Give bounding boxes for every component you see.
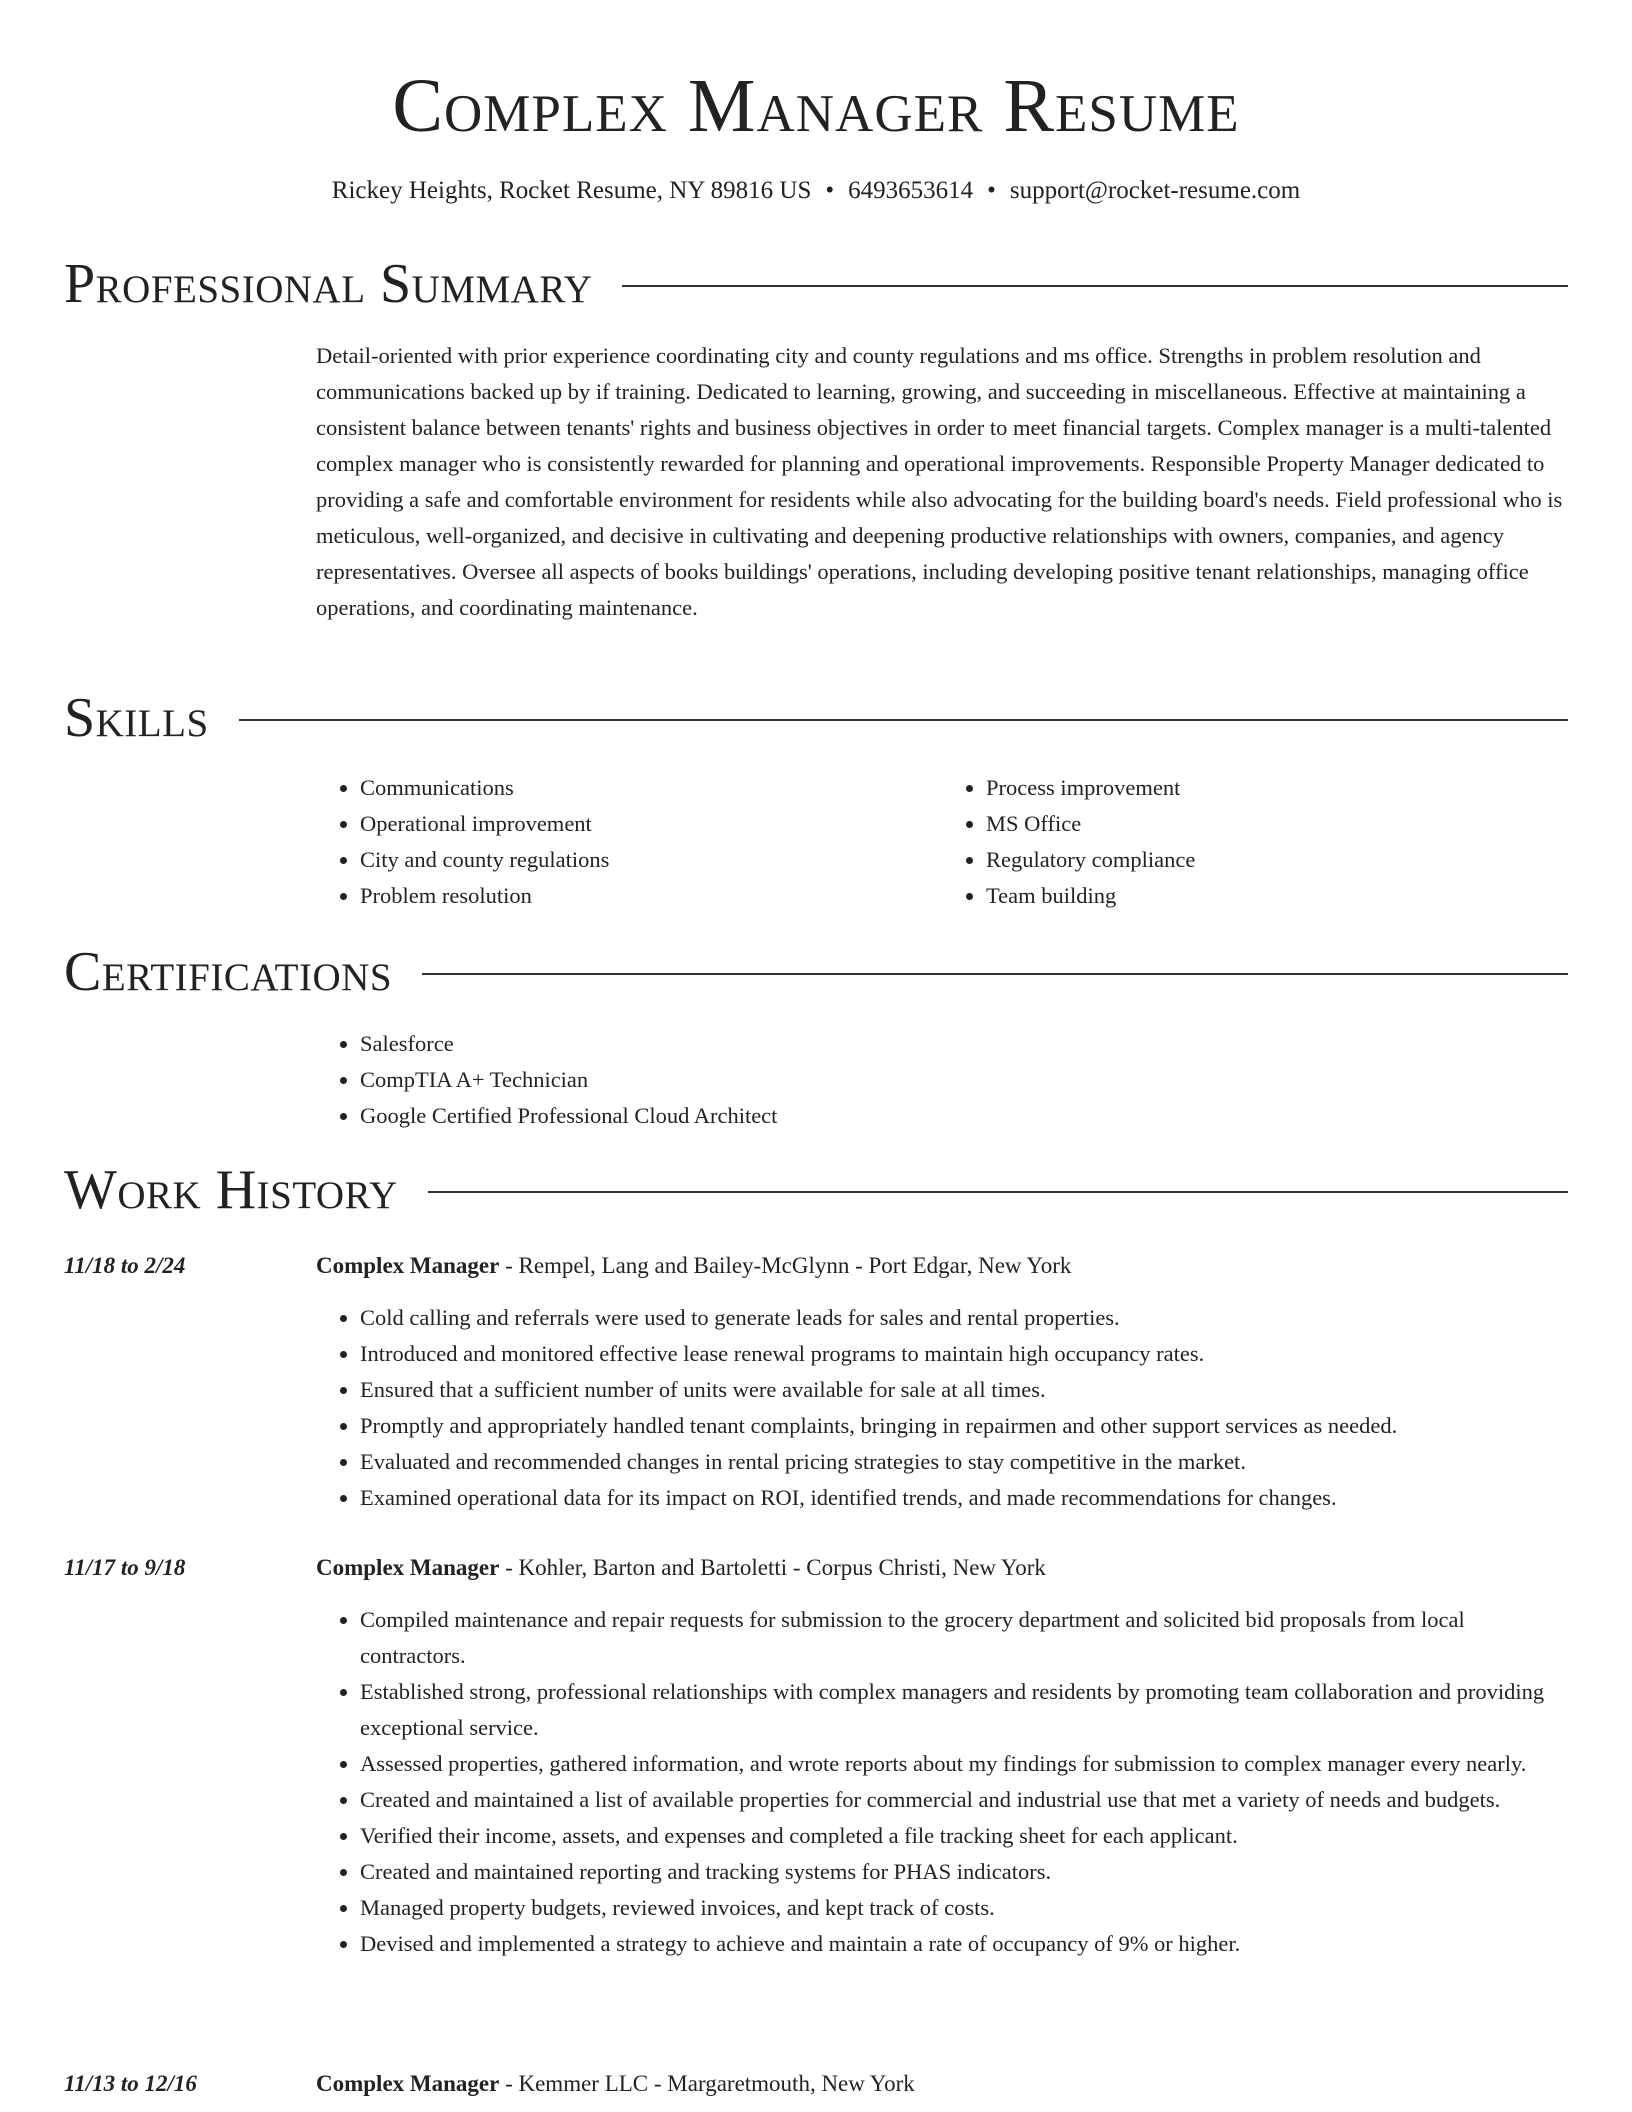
job-title-line <box>316 1550 1568 1586</box>
job-entry <box>316 1248 1568 1516</box>
contact-separator: • <box>825 177 835 204</box>
job-bullet: • Managed property budgets, reviewed invoices, and kept track of costs. <box>360 1890 1568 1926</box>
certifications-heading: Certifications <box>64 941 393 1003</box>
job-bullet: • Established strong, professional relationships with complex managers and residents by promoting team collaboration and providing exceptional service. <box>360 1674 1568 1746</box>
certification-item: • Google Certified Professional Cloud Architect <box>360 1098 1568 1134</box>
job-details: - Rempel, Lang and Bailey-McGlynn - Port Edgar, New York <box>499 1253 1072 1278</box>
certifications-bullets <box>316 1026 1568 1134</box>
skill-item: • MS Office <box>986 806 1568 842</box>
skill-item: • Communications <box>360 770 942 806</box>
skills-section-header <box>64 686 1568 750</box>
job-bullet: • Assessed properties, gathered information, and wrote reports about my findings for submission to complex manager every nearly. <box>360 1746 1568 1782</box>
job-bullet: • Cold calling and referrals were used to generate leads for sales and rental properties. <box>360 1300 1568 1336</box>
certification-item: • CompTIA A+ Technician <box>360 1062 1568 1098</box>
contact-phone: 6493653614 <box>848 177 974 204</box>
job-bullet: • Promptly and appropriately handled tenant complaints, bringing in repairmen and other support services as needed. <box>360 1408 1568 1444</box>
section-divider <box>239 719 1568 721</box>
summary-text: Detail-oriented with prior experience coordinating city and county regulations and ms office. Strengths in problem resolution and communications backed up by if training. Dedicated to learning, growing, and succeeding in miscellaneous. Effective at maintaining a consistent balance between tenants' rights and business objectives in order to meet financial targets. Complex manager is a multi-talented complex manager who is consistently rewarded for planning and operational improvements. Responsible Property Manager dedicated to providing a safe and comfortable environment for residents while also advocating for the building board's needs. Field professional who is meticulous, well-organized, and decisive in cultivating and deepening productive relationships with owners, companies, and agency representatives. Oversee all aspects of books buildings' operations, including developing positive tenant relationships, managing office operations, and coordinating maintenance. <box>316 343 1563 620</box>
summary-heading: Professional Summary <box>64 253 593 315</box>
contact-email: support@rocket-resume.com <box>1009 177 1301 204</box>
section-divider <box>428 1191 1568 1193</box>
job-bullet: • Introduced and monitored effective lease renewal programs to maintain high occupancy rates. <box>360 1336 1568 1372</box>
skill-item: • Team building <box>986 878 1568 914</box>
skill-item: • Regulatory compliance <box>986 842 1568 878</box>
section-divider <box>622 285 1568 287</box>
job-role: Complex Manager <box>316 2071 500 2096</box>
work-history-section-header <box>64 1158 1568 1222</box>
skills-column-left <box>316 770 942 914</box>
job-details: - Kohler, Barton and Bartoletti - Corpus Christi, New York <box>499 1555 1046 1580</box>
skill-item: • Operational improvement <box>360 806 942 842</box>
certifications-list <box>316 1026 1568 1134</box>
job-title-line <box>316 1248 1568 1284</box>
job-date: 11/17 to 9/18 <box>64 1555 186 1580</box>
summary-section-header <box>64 252 1568 316</box>
job-role: Complex Manager <box>316 1555 500 1580</box>
job-date: 11/18 to 2/24 <box>64 1253 186 1278</box>
job-title-line <box>316 2066 1568 2102</box>
work-history-heading: Work History <box>64 1159 398 1221</box>
skill-item: • Process improvement <box>986 770 1568 806</box>
job-bullet: • Evaluated and recommended changes in rental pricing strategies to stay competitive in the market. <box>360 1444 1568 1480</box>
contact-line <box>64 174 1568 208</box>
job-bullet: • Verified their income, assets, and expenses and completed a file tracking sheet for each applicant. <box>360 1818 1568 1854</box>
summary-content <box>316 338 1568 626</box>
job-entry <box>316 1550 1568 1962</box>
skill-item: • Problem resolution <box>360 878 942 914</box>
job-entry <box>316 2066 1568 2102</box>
job-date: 11/13 to 12/16 <box>64 2071 197 2096</box>
job-bullet: • Examined operational data for its impact on ROI, identified trends, and made recommendations for changes. <box>360 1480 1568 1516</box>
job-bullets <box>316 1602 1568 1962</box>
contact-address: Rickey Heights, Rocket Resume, NY 89816 US <box>331 177 812 204</box>
skill-item: • City and county regulations <box>360 842 942 878</box>
section-divider <box>422 973 1568 975</box>
resume-title: Complex Manager Resume <box>392 64 1240 148</box>
job-bullet: • Created and maintained a list of available properties for commercial and industrial use that met a variety of needs and budgets. <box>360 1782 1568 1818</box>
job-bullet: • Ensured that a sufficient number of units were available for sale at all times. <box>360 1372 1568 1408</box>
skills-list <box>316 770 1568 914</box>
job-role: Complex Manager <box>316 1253 500 1278</box>
job-bullets <box>316 1300 1568 1516</box>
skills-column-right <box>942 770 1568 914</box>
job-bullet: • Compiled maintenance and repair requests for submission to the grocery department and solicited bid proposals from local contractors. <box>360 1602 1568 1674</box>
job-bullet: • Created and maintained reporting and tracking systems for PHAS indicators. <box>360 1854 1568 1890</box>
job-details: - Kemmer LLC - Margaretmouth, New York <box>499 2071 915 2096</box>
skills-heading: Skills <box>64 687 209 749</box>
certifications-section-header <box>64 940 1568 1004</box>
certification-item: • Salesforce <box>360 1026 1568 1062</box>
contact-separator: • <box>987 177 996 204</box>
job-bullet: • Devised and implemented a strategy to achieve and maintain a rate of occupancy of 9% or higher. <box>360 1926 1568 1962</box>
